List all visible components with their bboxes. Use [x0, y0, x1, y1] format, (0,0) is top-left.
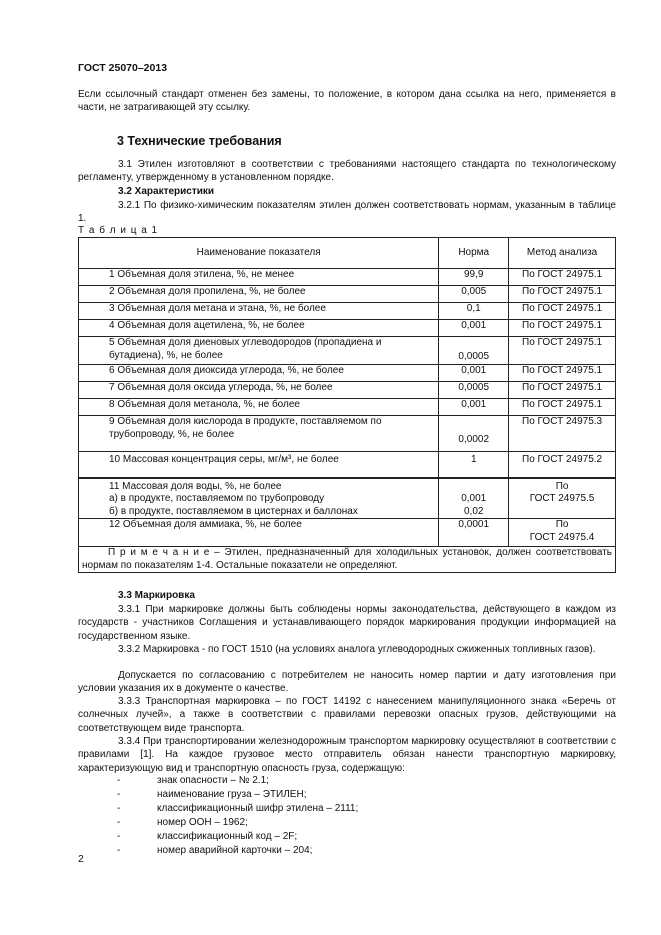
page-number: 2 [78, 853, 84, 865]
table-1 [78, 237, 616, 573]
row-norm: 0,005 [439, 286, 509, 303]
row-11-norm [439, 478, 509, 519]
table-row [79, 320, 616, 337]
row-norm: 0,1 [439, 303, 509, 320]
section-3-title: 3 Технические требования [117, 134, 282, 148]
row-11-method [509, 478, 616, 519]
row-method: По ГОСТ 24975.1 [509, 399, 616, 416]
row-method: По ГОСТ 24975.1 [509, 303, 616, 320]
note-text: – Этилен, предназначенный для холодильных установок, должен соответствовать нормам по показателям 1-4. Остальные показатели не определяют. [82, 547, 613, 571]
row-norm: 0,001 [439, 399, 509, 416]
row-name: 7 Объемная доля оксида углерода, %, не более [79, 382, 439, 399]
table-note [79, 547, 616, 573]
row-norm: 0,001 [439, 365, 509, 382]
row-method: По ГОСТ 24975.2 [509, 452, 616, 478]
row-norm: 0,001 [439, 320, 509, 337]
marking-list [117, 774, 358, 858]
header-method: Метод анализа [509, 238, 616, 269]
table-row [79, 337, 616, 365]
row-name: 1 Объемная доля этилена, %, не менее [79, 269, 439, 286]
table-row [79, 519, 616, 547]
header-name: Наименование показателя [79, 238, 439, 269]
row-11-method-2: ГОСТ 24975.5 [529, 493, 595, 505]
paragraph-3-1: 3.1 Этилен изготовляют в соответствии с требованиями настоящего стандарта по технологическому регламенту, утвержденному в установленном порядке. [78, 159, 616, 184]
header-norm: Норма [439, 238, 509, 269]
section-3-2-title: 3.2 Характеристики [118, 186, 215, 197]
row-11-norm-a: 0,001 [461, 493, 487, 505]
table-row [79, 286, 616, 303]
row-name: 3 Объемная доля метана и этана, %, не более [79, 303, 439, 320]
intro-paragraph: Если ссылочный стандарт отменен без замены, то положение, в котором дана ссылка на него, применяется в части, не затрагивающей эту ссылку. [78, 89, 616, 114]
paragraph-3-3-4: 3.3.4 При транспортировании железнодорожным транспортом маркировку осуществляют в соответствии с правилами [1]. На каждое грузовое место отправитель обязан нанести транспортную маркировку, характеризующую вид и транспортную опасность груза, содержащую: [78, 736, 616, 774]
row-method: По ГОСТ 24975.1 [509, 365, 616, 382]
row-11-method-1: По [555, 480, 569, 492]
row-11-title: 11 Массовая доля воды, %, не более [109, 480, 282, 492]
row-norm: 0,0002 [439, 416, 509, 452]
list-item: - номер аварийной карточки – 204; [117, 845, 313, 856]
row-11-b: б) в продукте, поставляемом в цистернах и баллонах [109, 505, 358, 517]
table-row [79, 382, 616, 399]
row-name: 9 Объемная доля кислорода в продукте, поставляемом по трубопроводу, %, не более [79, 416, 439, 452]
row-12-method-2: ГОСТ 24975.4 [529, 531, 595, 543]
table-row [79, 399, 616, 416]
row-norm: 99,9 [439, 269, 509, 286]
row-name: 12 Объемная доля аммиака, %, не более [79, 519, 439, 547]
row-method: По ГОСТ 24975.1 [509, 337, 616, 365]
row-method: По ГОСТ 24975.1 [509, 382, 616, 399]
row-name: 8 Объемная доля метанола, %, не более [79, 399, 439, 416]
row-name: 6 Объемная доля диоксида углерода, %, не более [79, 365, 439, 382]
table-caption: Т а б л и ц а 1 [78, 225, 159, 236]
table-row [79, 478, 616, 519]
list-item: - номер ООН – 1962; [117, 817, 248, 828]
row-method: По ГОСТ 24975.1 [509, 320, 616, 337]
row-norm: 1 [439, 452, 509, 478]
table-row [79, 303, 616, 320]
row-11-name [79, 478, 439, 519]
list-item: - классификационный шифр этилена – 2111; [117, 803, 359, 814]
row-12-method [509, 519, 616, 547]
row-11-norm-b: 0,02 [463, 505, 484, 517]
table-header-row [79, 238, 616, 269]
row-name: 4 Объемная доля ацетилена, %, не более [79, 320, 439, 337]
table-row [79, 365, 616, 382]
document-header: ГОСТ 25070–2013 [78, 62, 168, 74]
list-item: - классификационный код – 2F; [117, 831, 298, 842]
paragraph-3-2-1: 3.2.1 По физико-химическим показателям этилен должен соответствовать нормам, указанным в таблице 1. [78, 200, 616, 225]
row-method: По ГОСТ 24975.1 [509, 269, 616, 286]
row-norm: 0,0005 [439, 337, 509, 365]
table-row [79, 452, 616, 478]
paragraph-3-3-1: 3.3.1 При маркировке должны быть соблюдены нормы законодательства, действующего в каждом из государств - участников Соглашения и устанавливающего порядок маркирования продукции информацией на государственном языке. [78, 604, 616, 642]
row-method: По ГОСТ 24975.3 [509, 416, 616, 452]
paragraph-3-3-2: 3.3.2 Маркировка - по ГОСТ 1510 (на условиях аналога углеводородных сжиженных топливных газов). [118, 644, 596, 655]
row-name: 2 Объемная доля пропилена, %, не более [79, 286, 439, 303]
paragraph-3-3-3: 3.3.3 Транспортная маркировка – по ГОСТ 14192 с нанесением манипуляционного знака «Беречь от солнечных лучей», а также в соответствии с правилами перевозки опасных грузов, действующими на соответствующем виде транспорта. [78, 696, 616, 734]
row-11-a: а) в продукте, поставляемом по трубопроводу [109, 493, 325, 505]
table-row [79, 416, 616, 452]
table-note-row [79, 547, 616, 573]
row-name: 5 Объемная доля диеновых углеводородов (пропадиена и бутадиена), %, не более [79, 337, 439, 365]
row-norm: 0,0001 [439, 519, 509, 547]
row-12-method-1: По [555, 519, 569, 531]
note-label: П р и м е ч а н и е [108, 547, 210, 559]
table-row [79, 269, 616, 286]
section-3-3-title: 3.3 Маркировка [118, 590, 195, 601]
row-norm: 0,0005 [439, 382, 509, 399]
list-item: - знак опасности – № 2.1; [117, 775, 269, 786]
list-item: - наименование груза – ЭТИЛЕН; [117, 789, 307, 800]
paragraph-3-3-2b: Допускается по согласованию с потребителем не наносить номер партии и дату изготовления при условии указания их в документе о качестве. [78, 670, 616, 695]
row-name: 10 Массовая концентрация серы, мг/м³, не более [79, 452, 439, 478]
row-method: По ГОСТ 24975.1 [509, 286, 616, 303]
